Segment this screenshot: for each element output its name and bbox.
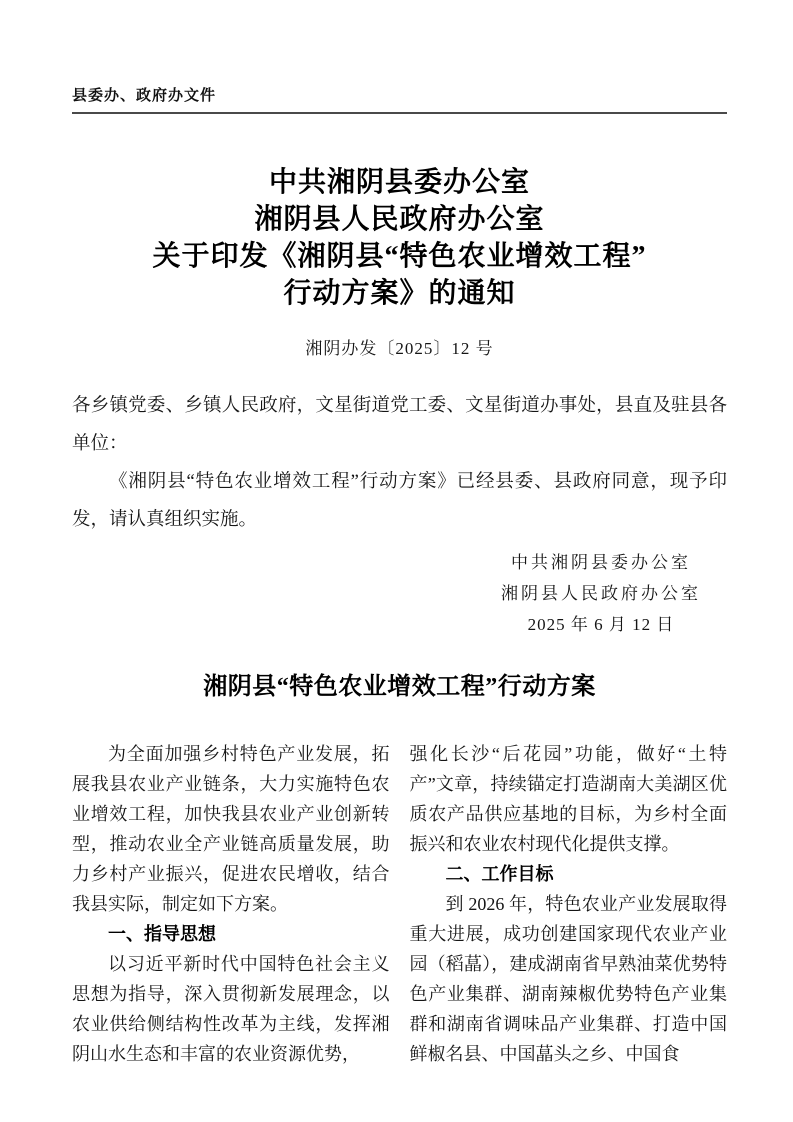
notice-title-line-3: 关于印发《湘阴县“特色农业增效工程”	[152, 241, 647, 272]
plan-section-1-paragraph-continued: 强化长沙“后花园”功能，做好“土特产”文章，持续锚定打造湖南大美湖区优质农产品供应基地的目标，为乡村全面振兴和农业农村现代化提供支撑。	[409, 744, 727, 854]
plan-body	[72, 739, 727, 1069]
notice-paragraph: 《湘阴县“特色农业增效工程”行动方案》已经县委、县政府同意，现予印发，请认真组织实施。	[72, 472, 727, 530]
notice-title	[72, 164, 727, 312]
plan-column-left	[72, 739, 390, 1069]
plan-section-2-paragraph: 到 2026 年，特色农业产业发展取得重大进展，成功创建国家现代农业产业园（稻蕌），建成湖南省早熟油菜优势特色产业集群、湖南辣椒优势特色产业集群和湖南省调味品产业集群、打造中国鲜椒名县、中国蕌头之乡、中国食	[409, 894, 727, 1064]
signature-date: 2025 年 6 月 12 日	[527, 615, 675, 634]
header-classification-label: 县委办、政府办文件	[72, 87, 217, 104]
notice-title-line-2: 湘阴县人民政府办公室	[254, 204, 545, 235]
plan-section-1-paragraph: 以习近平新时代中国特色社会主义思想为指导，深入贯彻新发展理念，以农业供给侧结构性改革为主线，发挥湘阴山水生态和丰富的农业资源优势，	[72, 954, 390, 1064]
document-header	[72, 0, 727, 114]
plan-column-right	[410, 739, 728, 1069]
document-number: 湘阴办发〔2025〕12 号	[305, 339, 494, 358]
notice-title-line-4: 行动方案》的通知	[283, 278, 516, 309]
signature-block	[501, 547, 701, 640]
notice-body	[72, 387, 727, 539]
signer-line-2: 湘阴县人民政府办公室	[501, 584, 701, 603]
notice-title-line-1: 中共湘阴县委办公室	[268, 167, 530, 198]
plan-section-heading-1: 一、指导思想	[108, 924, 216, 944]
plan-section-heading-2: 二、工作目标	[445, 864, 554, 884]
plan-intro-paragraph: 为全面加强乡村特色产业发展，拓展我县农业产业链条，大力实施特色农业增效工程，加快我县农业产业创新转型，推动农业全产业链高质量发展，助力乡村产业振兴，促进农民增收，结合我县实际，制定如下方案。	[72, 744, 390, 914]
salutation-line: 各乡镇党委、乡镇人民政府，文星街道党工委、文星街道办事处，县直及驻县各单位：	[72, 396, 727, 454]
plan-title: 湘阴县“特色农业增效工程”行动方案	[203, 674, 596, 700]
signer-line-1: 中共湘阴县委办公室	[511, 553, 691, 572]
